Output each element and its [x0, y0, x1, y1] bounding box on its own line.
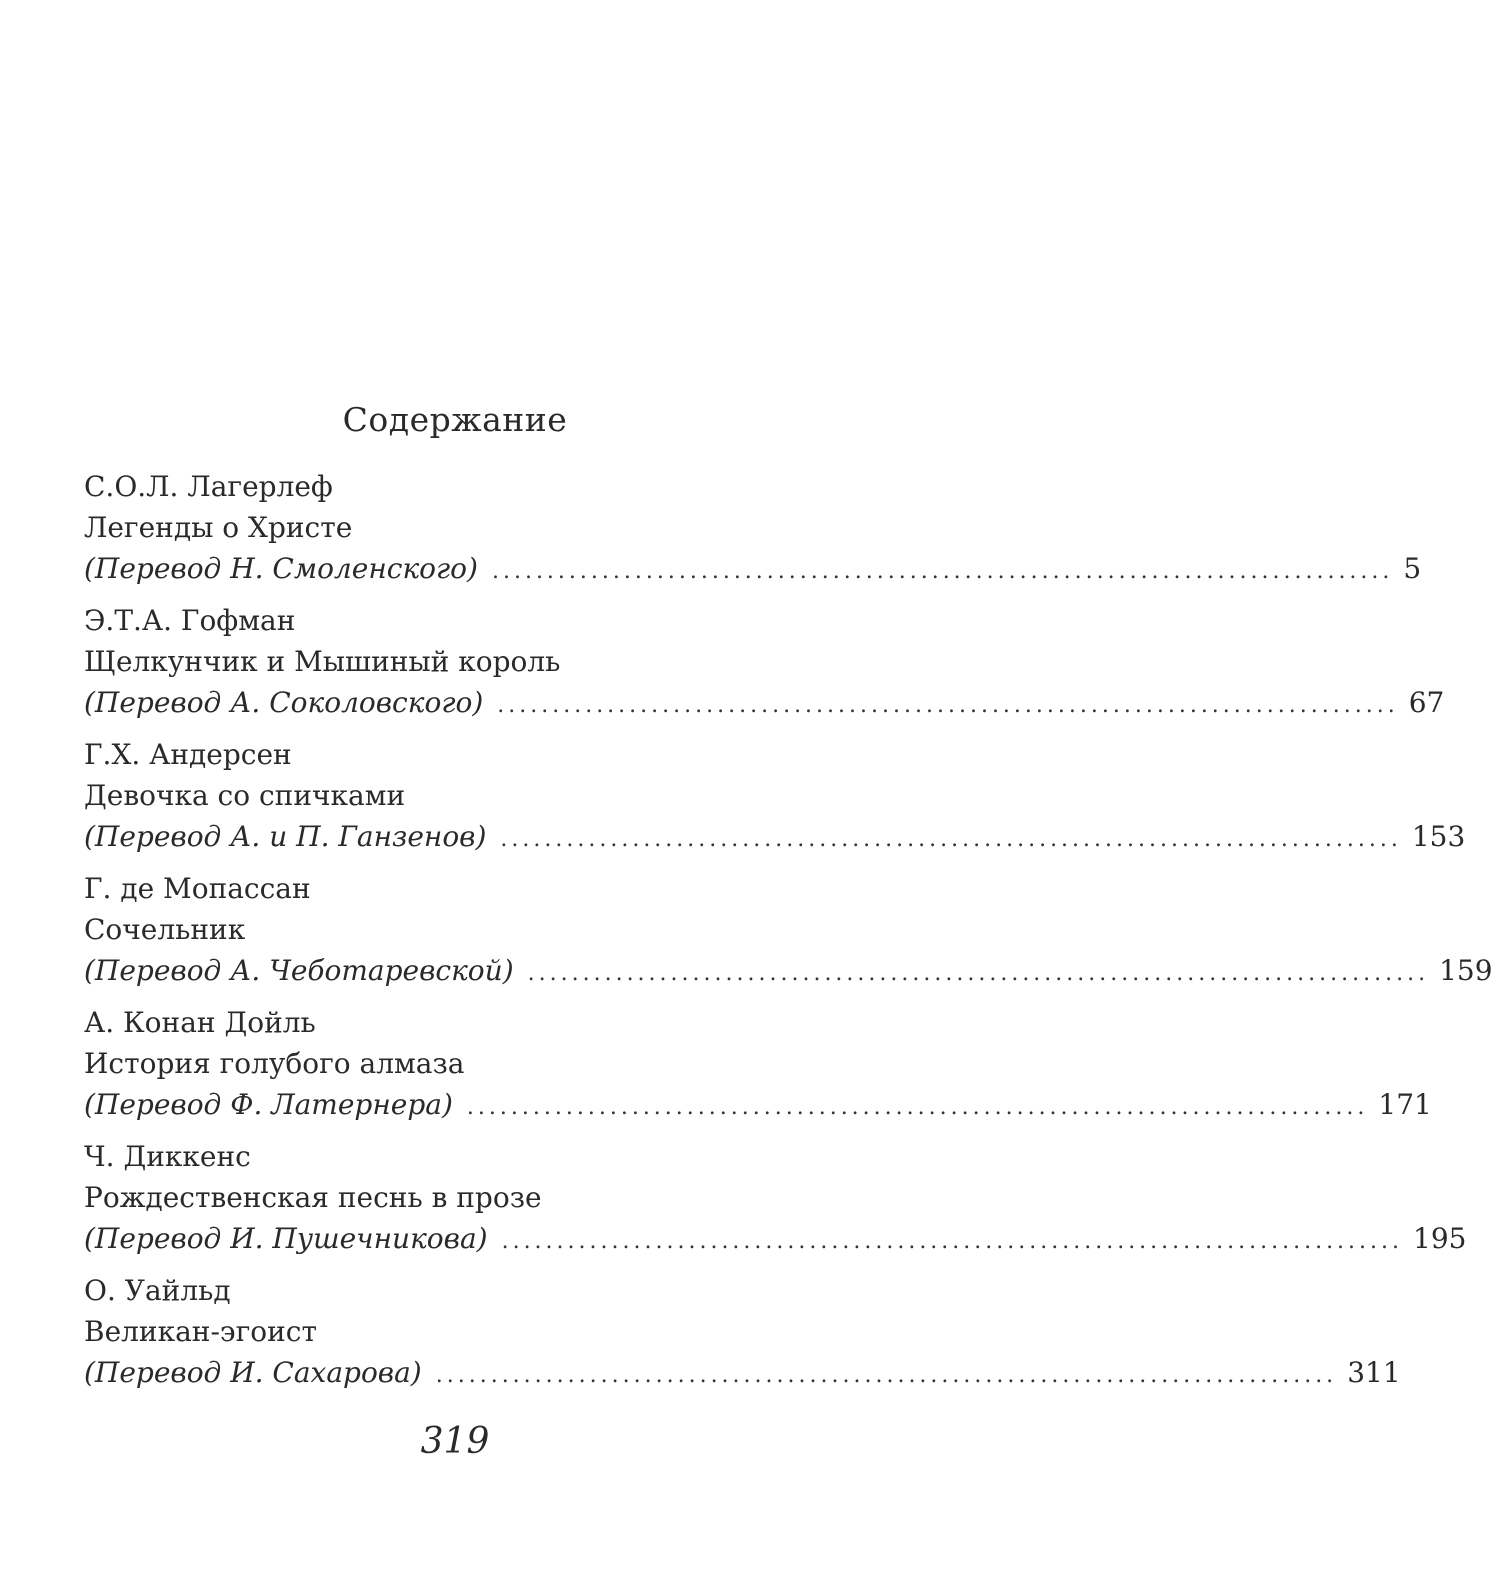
- toc-translator: (Перевод И. Пушечникова): [84, 1222, 488, 1255]
- toc-translator-line: [84, 1084, 1432, 1125]
- toc-translator-line: [84, 682, 1445, 723]
- toc-work-title: Сочельник: [84, 913, 246, 946]
- toc-translator: (Перевод А. Чеботаревской): [84, 954, 514, 987]
- toc-entry: [84, 1136, 1467, 1259]
- toc-work-title: История голубого алмаза: [84, 1047, 465, 1080]
- toc-work-title: Щелкунчик и Мышиный король: [84, 645, 561, 678]
- toc-translator: (Перевод Ф. Латернера): [84, 1088, 453, 1121]
- toc-entry: [84, 1002, 1432, 1125]
- toc-page-number: 171: [1378, 1088, 1432, 1121]
- dot-leader: ..................................................................................: [501, 1229, 1404, 1254]
- toc-author: Г.Х. Андерсен: [84, 738, 292, 771]
- toc-author: Ч. Диккенс: [84, 1140, 251, 1173]
- toc-author: А. Конан Дойль: [84, 1006, 316, 1039]
- page-title: Содержание: [342, 400, 568, 439]
- toc-author: Г. де Мопассан: [84, 872, 311, 905]
- toc-translator-line: [84, 950, 1493, 991]
- page-number: 319: [420, 1421, 490, 1462]
- toc-translator: (Перевод И. Сахарова): [84, 1356, 422, 1389]
- toc-translator: (Перевод А. и П. Ганзенов): [84, 820, 487, 853]
- toc-author: Э.Т.А. Гофман: [84, 604, 296, 637]
- toc-translator-line: [84, 1352, 1401, 1393]
- table-of-contents: [84, 466, 1493, 1404]
- toc-page-number: 153: [1411, 820, 1466, 853]
- dot-leader: ..................................................................................: [435, 1363, 1338, 1388]
- toc-translator: (Перевод А. Соколовского): [84, 686, 484, 719]
- dot-leader: ..................................................................................: [491, 559, 1394, 584]
- toc-page-number: 195: [1413, 1222, 1467, 1255]
- toc-work-title: Легенды о Христе: [84, 511, 353, 544]
- dot-leader: ..................................................................................: [527, 961, 1430, 986]
- toc-translator-line: [84, 816, 1466, 857]
- toc-page-number: 159: [1439, 954, 1493, 987]
- dot-leader: ..................................................................................: [500, 827, 1402, 852]
- toc-page-number: 5: [1403, 552, 1422, 585]
- dot-leader: ..................................................................................: [466, 1095, 1369, 1120]
- toc-work-title: Великан-эгоист: [84, 1315, 317, 1348]
- dot-leader: ..................................................................................: [497, 693, 1399, 718]
- toc-page-number: 311: [1347, 1356, 1401, 1389]
- toc-translator-line: [84, 1218, 1467, 1259]
- toc-entry: [84, 1270, 1401, 1393]
- toc-page-number: 67: [1408, 686, 1445, 719]
- toc-translator-line: [84, 548, 1422, 589]
- toc-entry: [84, 466, 1422, 589]
- toc-work-title: Девочка со спичками: [84, 779, 406, 812]
- toc-translator: (Перевод Н. Смоленского): [84, 552, 478, 585]
- toc-entry: [84, 868, 1493, 991]
- toc-work-title: Рождественская песнь в прозе: [84, 1181, 542, 1214]
- toc-entry: [84, 600, 1445, 723]
- toc-entry: [84, 734, 1466, 857]
- toc-author: О. Уайльд: [84, 1274, 231, 1307]
- toc-author: С.О.Л. Лагерлеф: [84, 470, 333, 503]
